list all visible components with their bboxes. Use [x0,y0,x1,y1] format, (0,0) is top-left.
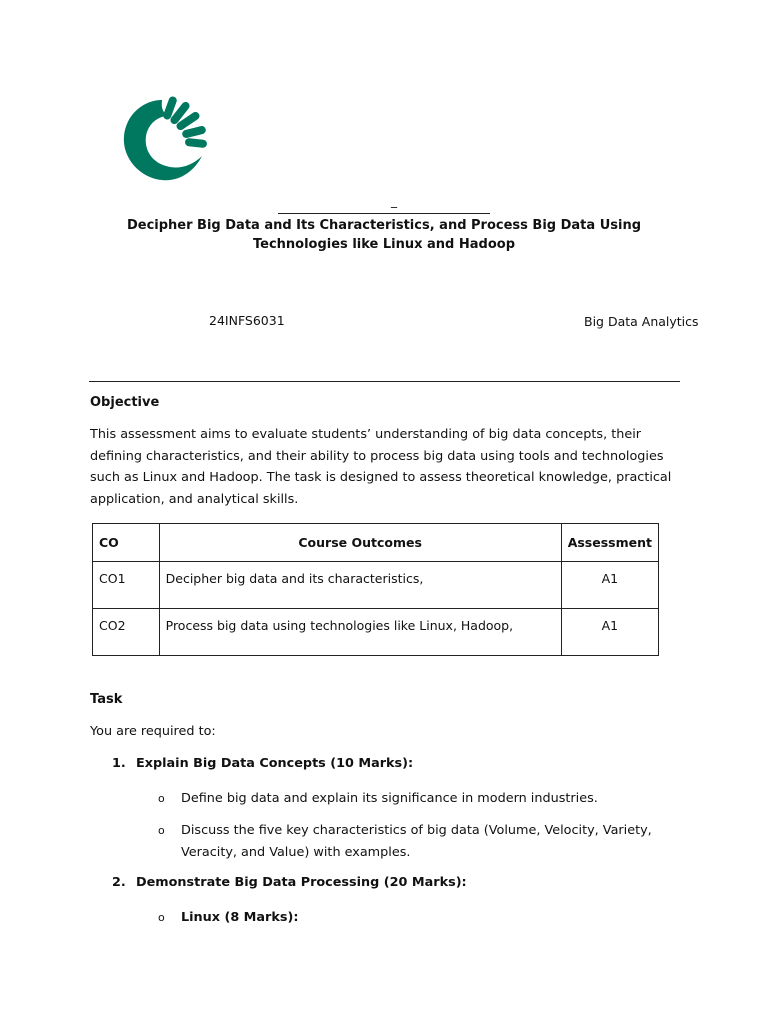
table-cell-outcome: Process big data using technologies like Linux, Hadoop, [159,609,561,656]
objective-heading: Objective [90,395,160,410]
list-item: Define big data and explain its significance in modern industries. [181,791,598,806]
table-header-co: CO [93,524,160,562]
list-item-number: 2. [112,875,126,890]
table-header-row [93,524,659,562]
list-item-label: Explain Big Data Concepts (10 Marks): [136,756,414,771]
university-logo-icon [116,92,208,184]
bullet-circle-icon: o [158,824,165,837]
table-row [93,562,659,609]
course-outcomes-table [92,523,659,656]
table-cell-co: CO2 [93,609,160,656]
table-header-outcomes: Course Outcomes [159,524,561,562]
title-rule [278,213,490,214]
bullet-circle-icon: o [158,792,165,805]
table-cell-assessment: A1 [561,562,658,609]
list-item: Linux (8 Marks): [181,910,299,925]
bullet-circle-icon: o [158,911,165,924]
table-cell-co: CO1 [93,562,160,609]
course-code: 24INFS6031 [209,313,285,328]
task-heading: Task [90,692,123,707]
objective-text: This assessment aims to evaluate students’ understanding of big data concepts, their defining characteristics, and their ability to process big data using tools and technologies such as Linux and Hadoop. The task is designed to assess theoretical knowledge, practical application, and analytical skills. [90,427,672,507]
list-item-label: Demonstrate Big Data Processing (20 Marks): [136,875,467,890]
list-item: Discuss the five key characteristics of big data (Volume, Velocity, Variety, Veracity, and Value) with examples. [181,823,652,860]
task-intro: You are required to: [90,724,216,739]
title-dash: _ [391,194,397,208]
table-header-assessment: Assessment [561,524,658,562]
table-cell-outcome: Decipher big data and its characteristics, [159,562,561,609]
table-cell-assessment: A1 [561,609,658,656]
list-item-number: 1. [112,756,126,771]
course-name: Big Data Analytics [584,314,699,329]
document-title: Decipher Big Data and Its Characteristics, and Process Big Data Using Technologies like Linux and Hadoop [126,218,642,252]
section-divider [89,381,680,382]
table-row [93,609,659,656]
